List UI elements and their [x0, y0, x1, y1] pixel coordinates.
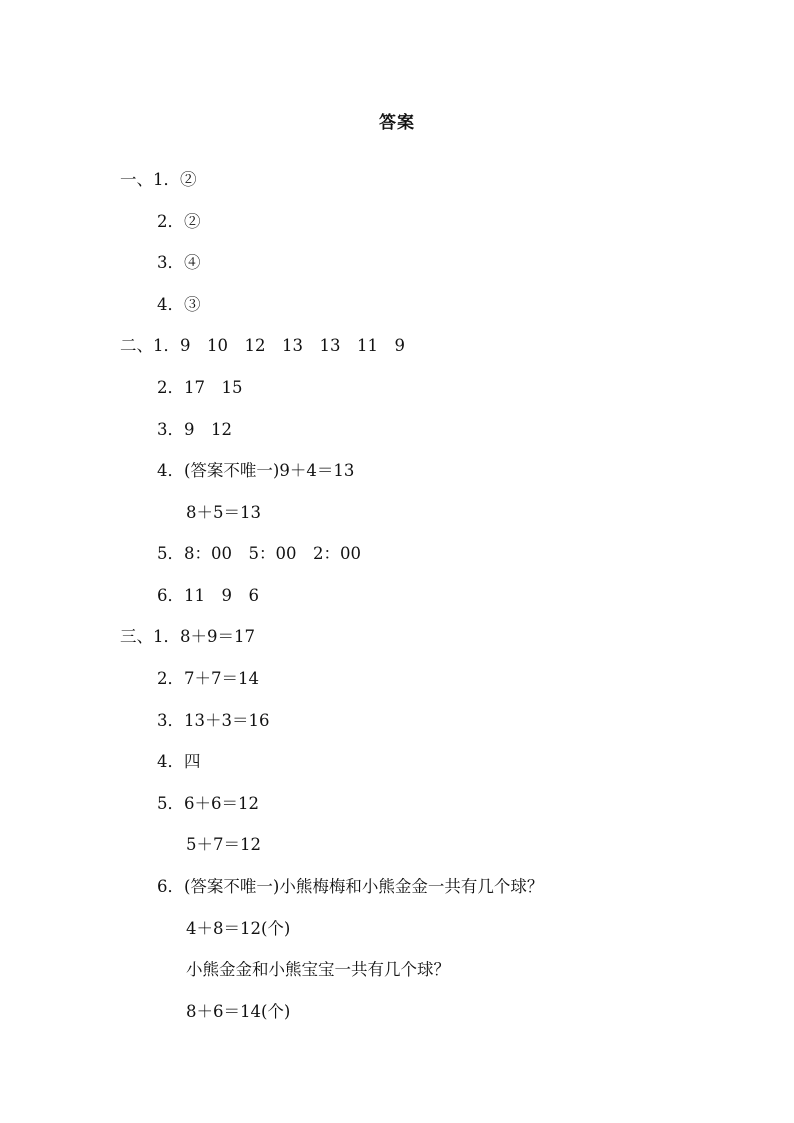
answer-text: 17 15 — [184, 378, 243, 397]
answer-text: ② — [180, 170, 197, 189]
answer-text: 7＋7＝14 — [184, 669, 259, 688]
item-number: 2． — [157, 378, 184, 397]
answer-line — [157, 668, 259, 690]
answer-line — [157, 793, 259, 815]
item-number: 1． — [153, 170, 180, 189]
answer-text: ③ — [184, 295, 201, 314]
answer-line — [157, 211, 201, 233]
answer-continuation: 8＋6＝14(个) — [186, 1002, 291, 1021]
item-number: 3． — [157, 711, 184, 730]
answer-line — [157, 543, 361, 565]
answer-continuation: 4＋8＝12(个) — [186, 919, 291, 938]
answer-continuation: 5＋7＝12 — [186, 835, 261, 854]
item-number: 6． — [157, 877, 184, 896]
answer-line — [120, 626, 255, 648]
section-label: 三、 — [120, 627, 153, 646]
answer-text: 8＋9＝17 — [180, 627, 255, 646]
item-number: 4． — [157, 752, 184, 771]
answer-text: 四 — [184, 752, 201, 771]
answer-line — [157, 252, 201, 274]
answer-line — [157, 460, 354, 482]
answer-line — [157, 710, 270, 732]
answer-text: 9 12 — [184, 420, 232, 439]
answer-line — [157, 419, 232, 441]
answer-line — [157, 294, 201, 316]
item-number: 2． — [157, 669, 184, 688]
answer-text: 8：00 5：00 2：00 — [184, 544, 361, 563]
answer-text: 11 9 6 — [184, 586, 259, 605]
answer-text: 9 10 12 13 13 11 9 — [180, 336, 405, 355]
item-number: 1． — [153, 336, 180, 355]
answer-continuation: 8＋5＝13 — [186, 503, 261, 522]
answer-text: (答案不唯一)小熊梅梅和小熊金金一共有几个球？ — [184, 877, 544, 896]
answer-line — [157, 377, 243, 399]
page-title: 答案 — [379, 113, 415, 133]
item-number: 3． — [157, 420, 184, 439]
answer-line — [157, 585, 259, 607]
answer-text: 13＋3＝16 — [184, 711, 270, 730]
item-number: 4． — [157, 461, 184, 480]
item-number: 5． — [157, 544, 184, 563]
answer-text: ④ — [184, 253, 201, 272]
answer-text: (答案不唯一)9＋4＝13 — [184, 461, 355, 480]
section-label: 一、 — [120, 170, 153, 189]
answer-line — [157, 751, 201, 773]
item-number: 1． — [153, 627, 180, 646]
answer-text: ② — [184, 212, 201, 231]
answer-text: 6＋6＝12 — [184, 794, 259, 813]
item-number: 4． — [157, 295, 184, 314]
item-number: 3． — [157, 253, 184, 272]
answer-line — [120, 335, 405, 357]
section-label: 二、 — [120, 336, 153, 355]
answer-continuation: 小熊金金和小熊宝宝一共有几个球？ — [186, 960, 450, 979]
item-number: 5． — [157, 794, 184, 813]
item-number: 6． — [157, 586, 184, 605]
answer-line — [120, 169, 197, 191]
answer-line — [157, 876, 543, 898]
item-number: 2． — [157, 212, 184, 231]
